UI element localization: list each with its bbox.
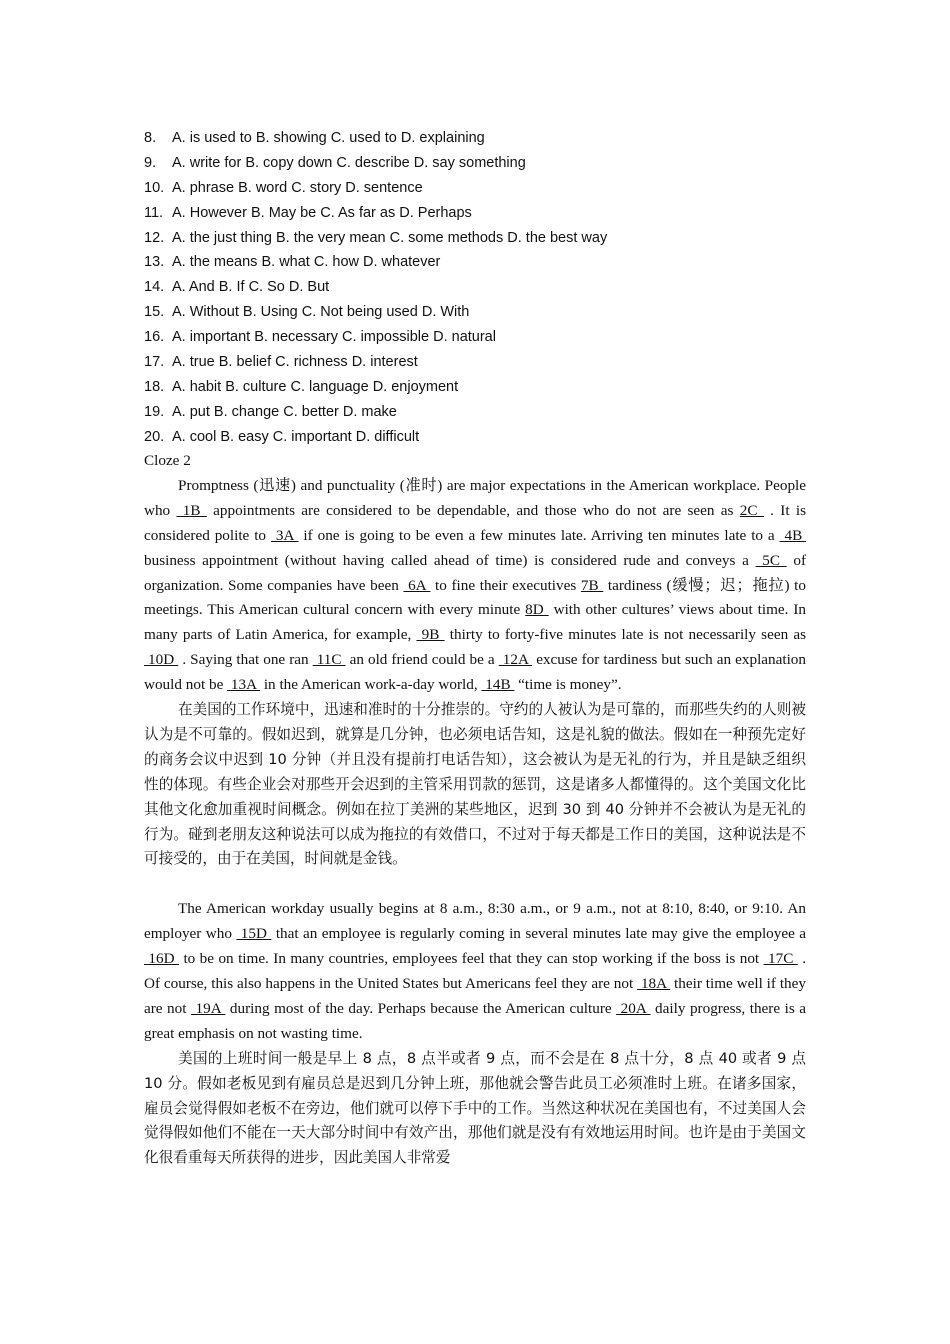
question-number: 11. [144, 204, 164, 221]
option-row [144, 226, 824, 251]
answer-blank: 17C [763, 950, 798, 968]
paragraph-1-chinese: 在美国的工作环境中，迅速和准时的十分推崇的。守约的人被认为是可靠的，而那些失约的人则被认为是不可靠的。假如迟到，就算是几分钟，也必须电话告知，这是礼貌的做法。假如在一种预先定好的商务会议中迟到 10 分钟（并且没有提前打电话告知），这会被认为是无礼的行为，并且是缺乏组织性的体现。有些企业会对那些开会迟到的主管采用罚款的惩罚，这是诸多人都懂得的。这个美国文化比其他文化愈加重视时间概念。例如在拉丁美洲的某些地区，迟到 30 到 40 分钟并不会被认为是无礼的行为。碰到老朋友这种说法可以成为拖拉的有效借口，不过对于每天都是工作日的美国，这种说法是不可接受的，由于在美国，时间就是金钱。 [144, 701, 806, 868]
option-choices: A. phrase B. word C. story D. sentence [172, 179, 423, 196]
option-choices: A. true B. belief C. richness D. interest [172, 354, 418, 371]
option-choices: A. the just thing B. the very mean C. some methods D. the best way [172, 229, 608, 246]
answer-blank: 10D [144, 651, 179, 669]
text-segment: with other cultures’ views about time. In many parts of Latin America, for example, [144, 601, 806, 644]
question-number: 10. [144, 179, 165, 196]
question-number: 13. [144, 254, 165, 271]
text-segment: . Of course, this also happens in the United States but Americans feel they are not [144, 950, 807, 992]
option-row [144, 275, 824, 300]
text-segment: tardiness (缓慢；迟；拖拉) to meetings. This American cultural concern with every minute [144, 576, 806, 619]
option-row [144, 201, 824, 226]
option-row [144, 325, 824, 350]
answer-blank: 15D [236, 925, 272, 943]
option-choices: A. write for B. copy down C. describe D. say something [172, 154, 526, 171]
answer-blank: 7B [580, 576, 604, 594]
text-segment: . It is considered polite to [144, 501, 806, 544]
text-segment: The American workday usually begins at 8 a.m., 8:30 a.m., or 9 a.m., not at 8:10, 8:40, or 9:10. An employer who [144, 900, 806, 943]
answer-blank: 9B [416, 626, 445, 644]
answer-blank: 19A [191, 999, 226, 1017]
option-row [144, 126, 824, 151]
option-row [144, 400, 824, 425]
text-segment: thirty to forty-five minutes late is not necessarily seen as [444, 626, 807, 644]
text-segment: Promptness (迅速) and punctuality (准时) are major expectations in the American workplace. People who [144, 476, 806, 519]
answer-blank: 5C [755, 551, 787, 569]
question-number: 16. [144, 329, 165, 346]
question-number: 20. [144, 428, 165, 445]
question-number: 18. [144, 378, 165, 395]
text-segment: of organization. Some companies have been [144, 551, 806, 594]
paragraph-2-chinese: 美国的上班时间一般是早上 8 点，8 点半或者 9 点，而不会是在 8 点十分，8 点 40 或者 9 点 10 分。假如老板见到有雇员总是迟到几分钟上班，那他就会警告此员工必须准时上班。在诸多国家，雇员会觉得假如老板不在旁边，他们就可以停下手中的工作。当然这种状况在美国也有，不过美国人会觉得假如他们不能在一天大部分时间中有效产出，那他们就是没有有效地运用时间。也许是由于美国文化很看重每天所获得的进步，因此美国人非常爱 [144, 1049, 806, 1167]
option-choices: A. is used to B. showing C. used to D. explaining [172, 130, 485, 146]
text-segment: during most of the day. Perhaps because the American culture [225, 999, 617, 1017]
question-number: 14. [144, 279, 165, 296]
paragraph-1-english [144, 474, 806, 698]
section-heading: Cloze 2 [144, 452, 191, 469]
option-row [144, 375, 824, 400]
options-list [144, 126, 824, 450]
option-choices: A. cool B. easy C. important D. difficult [172, 428, 420, 445]
answer-blank: 1B [176, 501, 207, 519]
answer-blank: 18A [637, 975, 671, 992]
option-choices: A. However B. May be C. As far as D. Perhaps [172, 204, 472, 221]
option-choices: A. Without B. Using C. Not being used D. With [172, 304, 470, 321]
option-row [144, 350, 824, 375]
question-number: 17. [144, 354, 165, 371]
text-segment: an old friend could be a [345, 651, 499, 669]
answer-blank: 11C [312, 651, 346, 669]
answer-blank: 16D [144, 950, 180, 968]
option-row [144, 176, 824, 201]
text-segment: excuse for tardiness but such an explanation would not be [144, 651, 806, 694]
text-segment: that an employee is regularly coming in several minutes late may give the employee a [271, 925, 807, 943]
answer-blank: 14B [481, 676, 515, 694]
paragraph-gap [144, 872, 806, 897]
option-choices: A. put B. change C. better D. make [172, 403, 397, 420]
question-number: 15. [144, 304, 165, 321]
answer-blank: 2C [739, 501, 764, 519]
answer-blank: 20A [616, 999, 651, 1017]
text-segment: to be on time. In many countries, employees feel that they can stop working if the boss is not [179, 950, 764, 968]
text-segment: to fine their executives [430, 576, 581, 594]
answer-blank: 8D [525, 601, 549, 619]
option-row [144, 151, 824, 176]
question-number: 8. [144, 130, 157, 146]
text-segment: . Saying that one ran [178, 651, 313, 669]
question-number: 19. [144, 403, 165, 420]
answer-blank: 3A [270, 526, 299, 544]
text-segment: their time well if they are not [144, 975, 806, 1017]
option-choices: A. the means B. what C. how D. whatever [172, 254, 441, 271]
cloze-2-section [144, 449, 806, 1171]
text-segment: if one is going to be even a few minutes late. Arriving ten minutes late to a [298, 526, 780, 544]
option-choices: A. habit B. culture C. language D. enjoyment [172, 378, 459, 395]
text-segment: in the American work-a-day world, [260, 676, 482, 694]
text-segment: business appointment (without having called ahead of time) is considered rude and conveys a [144, 551, 756, 569]
option-choices: A. important B. necessary C. impossible D. natural [172, 329, 496, 346]
option-row [144, 425, 824, 450]
answer-blank: 6A [403, 576, 431, 594]
question-number: 9. [144, 154, 157, 171]
answer-blank: 12A [498, 651, 533, 669]
text-segment: “time is money”. [514, 676, 622, 694]
question-number: 12. [144, 229, 165, 246]
option-row [144, 300, 824, 325]
paragraph-2-english [144, 897, 806, 1046]
option-row [144, 250, 824, 275]
answer-blank: 13A [227, 676, 261, 694]
text-segment: daily progress, there is a great emphasis on not wasting time. [144, 999, 806, 1042]
option-choices: A. And B. If C. So D. But [172, 279, 330, 296]
text-segment: appointments are considered to be dependable, and those who do not are seen as [206, 501, 740, 519]
answer-blank: 4B [779, 526, 807, 544]
